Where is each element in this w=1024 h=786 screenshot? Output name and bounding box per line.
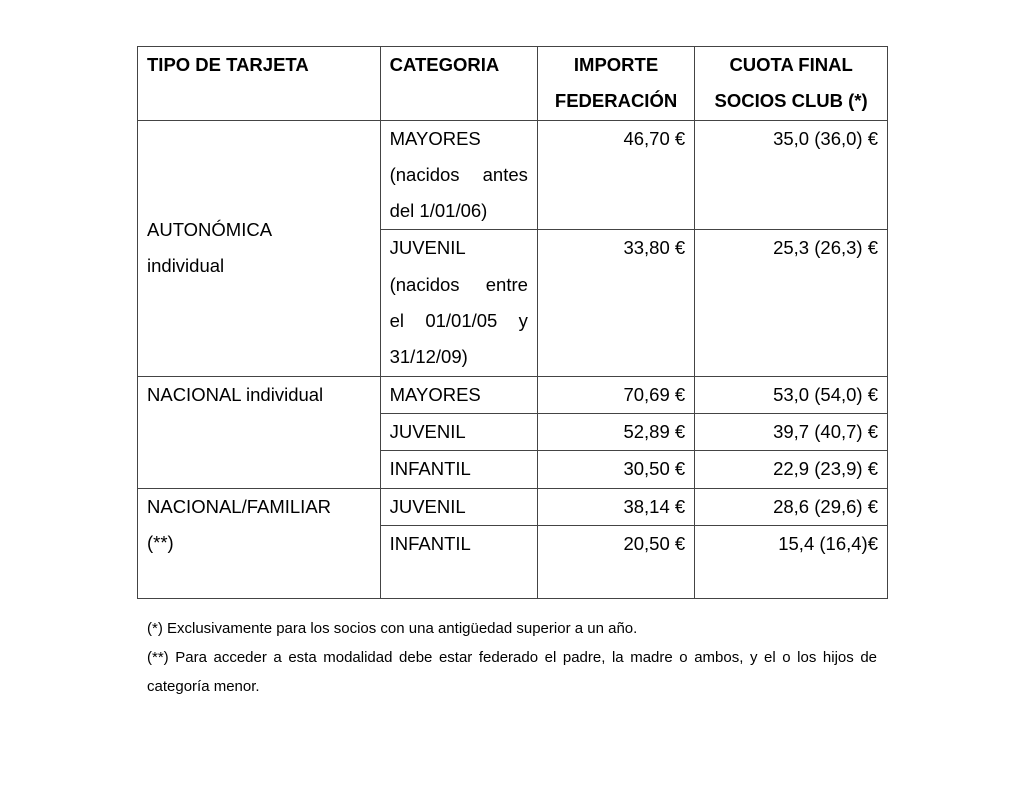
importe-cell [537, 525, 694, 598]
categoria-line: (nacidos antes [389, 163, 528, 185]
importe-cell [537, 488, 694, 525]
tipo-familiar [138, 488, 381, 598]
cuota-value: 39,7 (40,7) € [773, 420, 878, 442]
tipo-autonomica [138, 120, 381, 376]
importe-cell [537, 230, 694, 376]
categoria-value: JUVENIL [389, 420, 466, 442]
categoria-cell [380, 488, 537, 525]
cuota-value: 15,4 (16,4)€ [778, 532, 878, 554]
header-categoria [380, 47, 537, 121]
categoria-line: MAYORES [389, 127, 481, 149]
table-row [138, 376, 888, 413]
categoria-line: JUVENIL [389, 237, 466, 259]
footnotes [147, 614, 877, 701]
importe-cell [537, 413, 694, 450]
cuota-value: 25,3 (26,3) € [773, 237, 878, 259]
cuota-cell [695, 413, 888, 450]
categoria-line: del 1/01/06) [389, 200, 488, 222]
header-importe-line2: FEDERACIÓN [554, 90, 678, 112]
tipo-nacional-label: NACIONAL individual [147, 383, 324, 405]
categoria-cell [380, 230, 537, 376]
importe-value: 38,14 € [623, 495, 686, 517]
table-row [138, 488, 888, 525]
cuota-value: 22,9 (23,9) € [773, 458, 878, 480]
categoria-value: INFANTIL [389, 532, 471, 554]
tipo-nacional [138, 376, 381, 488]
categoria-cell [380, 120, 537, 230]
header-tipo [138, 47, 381, 121]
header-importe [537, 47, 694, 121]
categoria-line: 31/12/09) [389, 346, 468, 368]
cuota-cell [695, 230, 888, 376]
tipo-autonomica-line2: individual [147, 255, 225, 277]
footnote-1: (*) Exclusivamente para los socios con una antigüedad superior a un año. [147, 620, 638, 637]
importe-value: 30,50 € [623, 458, 686, 480]
cuota-value: 53,0 (54,0) € [773, 383, 878, 405]
tipo-autonomica-line1: AUTONÓMICA [147, 218, 273, 240]
categoria-value: MAYORES [389, 383, 481, 405]
cuota-cell [695, 376, 888, 413]
importe-value: 33,80 € [623, 237, 686, 259]
importe-cell [537, 120, 694, 230]
header-importe-line1: IMPORTE [573, 54, 659, 75]
importe-cell [537, 451, 694, 488]
fees-table [137, 46, 888, 599]
header-categoria-label: CATEGORIA [389, 54, 500, 75]
importe-value: 20,50 € [623, 532, 686, 554]
categoria-value: JUVENIL [389, 495, 466, 517]
tipo-familiar-line1: NACIONAL/FAMILIAR [147, 495, 332, 517]
header-cuota [695, 47, 888, 121]
tipo-familiar-line2: (**) [147, 531, 174, 553]
cuota-cell [695, 488, 888, 525]
categoria-cell [380, 376, 537, 413]
categoria-cell [380, 451, 537, 488]
importe-value: 52,89 € [623, 420, 686, 442]
cuota-cell [695, 525, 888, 598]
table-row [138, 120, 888, 230]
categoria-line: (nacidos entre [389, 273, 528, 295]
header-tipo-label: TIPO DE TARJETA [147, 54, 309, 75]
importe-value: 46,70 € [623, 127, 686, 149]
cuota-cell [695, 451, 888, 488]
cuota-cell [695, 120, 888, 230]
categoria-cell [380, 525, 537, 598]
categoria-cell [380, 413, 537, 450]
categoria-line: el 01/01/05 y [389, 310, 528, 332]
importe-value: 70,69 € [623, 383, 686, 405]
categoria-value: INFANTIL [389, 458, 471, 480]
header-cuota-line1: CUOTA FINAL [729, 54, 853, 75]
cuota-value: 28,6 (29,6) € [773, 495, 878, 517]
footnote-2: (**) Para acceder a esta modalidad debe estar federado el padre, la madre o ambos, y el o los hijos de categoría menor. [147, 649, 877, 695]
header-cuota-line2: SOCIOS CLUB (*) [714, 90, 868, 112]
cuota-value: 35,0 (36,0) € [773, 127, 878, 149]
header-row [138, 47, 888, 121]
importe-cell [537, 376, 694, 413]
